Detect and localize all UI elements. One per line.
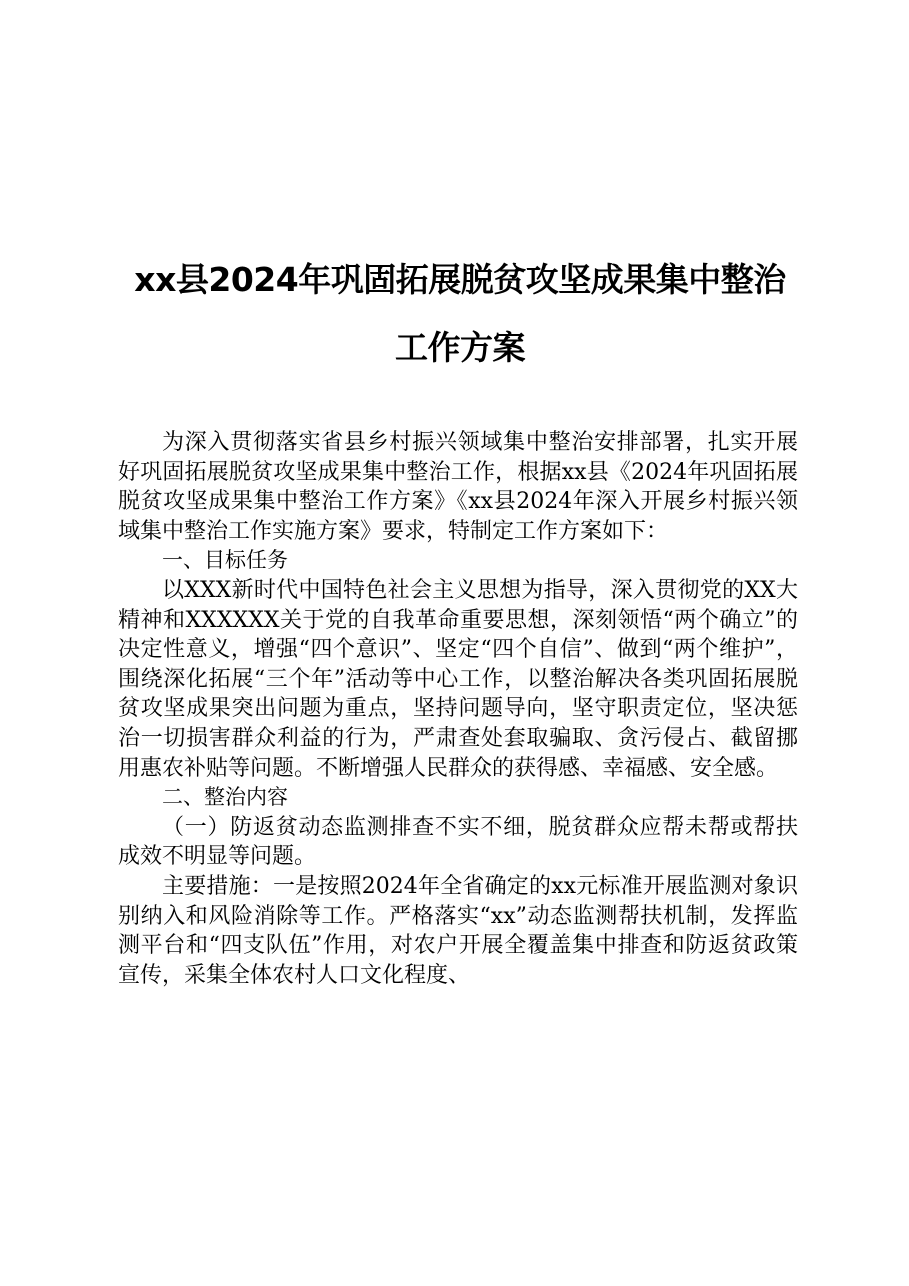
measures-paragraph: 主要措施：一是按照2024年全省确定的xx元标准开展监测对象识别纳入和风险消除等工作。严格落实“xx”动态监测帮扶机制，发挥监测平台和“四支队伍”作用，对农户开展全覆盖集中排查和防返贫政策宣传，采集全体农村人口文化程度、 — [118, 873, 798, 988]
section-heading-goals: 一、目标任务 — [162, 548, 288, 573]
intro-paragraph: 为深入贯彻落实省县乡村振兴领域集中整治安排部署，扎实开展好巩固拓展脱贫攻坚成果集中整治工作，根据xx县《2024年巩固拓展脱贫攻坚成果集中整治工作方案》《xx县2024年深入开展乡村振兴领域集中整治工作实施方案》要求，特制定工作方案如下： — [118, 430, 798, 544]
document-title-line-2: 工作方案 — [395, 328, 525, 367]
goals-paragraph: 以XXX新时代中国特色社会主义思想为指导，深入贯彻党的XX大精神和XXXXXX关于党的自我革命重要思想，深刻领悟“两个确立”的决定性意义，增强“四个意识”、坚定“四个自信”、做到“两个维护”，围绕深化拓展“三个年”活动等中心工作，以整治解决各类巩固拓展脱贫攻坚成果突出问题为重点，坚持问题导向，坚守职责定位，坚决惩治一切损害群众利益的行为，严肃查处套取骗取、贪污侵占、截留挪用惠农补贴等问题。不断增强人民群众的获得感、幸福感、安全感。 — [118, 577, 798, 781]
document-title-line-1: xx县2024年巩固拓展脱贫攻坚成果集中整治 — [134, 260, 786, 299]
section-heading-content: 二、整治内容 — [162, 785, 288, 810]
document-body — [118, 428, 798, 990]
item-1-paragraph: （一）防返贫动态监测排查不实不细，脱贫群众应帮未帮或帮扶成效不明显等问题。 — [118, 814, 798, 870]
